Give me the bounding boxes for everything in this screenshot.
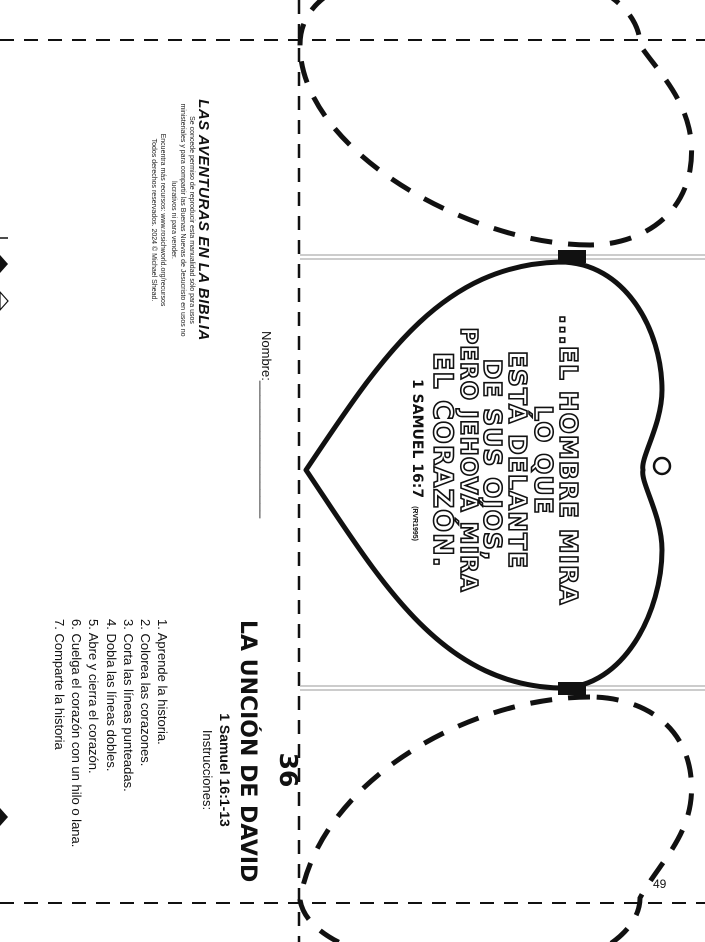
credit-line-5: Todos derechos reservados. 2024 © Michael Shead. <box>149 138 157 302</box>
fold-marker-bottom <box>558 682 586 695</box>
instruction-step: 3. Corta las líneas punteadas. <box>120 619 136 792</box>
series-title: LAS AVENTURAS EN LA BIBLIA <box>194 99 212 341</box>
margin-marker-outline <box>0 292 8 310</box>
verse-reference: 1 SAMUEL 16:7 <box>408 379 425 499</box>
credit-line-1: Se concede permiso de reproducir esta manualidad sólo para usos <box>187 116 195 324</box>
instruction-step: 5. Abre y cierra el corazón. <box>86 619 102 774</box>
verse-line-5: PERO JEHOVÁ MIRA <box>455 327 482 593</box>
lesson-number: 36 <box>274 752 303 788</box>
instructions-heading: Instrucciones: <box>200 729 215 811</box>
page-number: 49 <box>653 877 667 891</box>
fold-line-top <box>300 255 705 259</box>
hanging-hole <box>654 458 670 474</box>
dashed-heart-top <box>300 0 692 245</box>
fold-marker-top <box>558 250 586 263</box>
lesson-title: LA UNCIÓN DE DAVID <box>235 620 260 883</box>
verse-line-2: LO QUE <box>529 405 558 515</box>
verse-line-4: DE SUS OJOS, <box>478 358 507 562</box>
credits-block <box>118 65 242 375</box>
name-field-label: Nombre:___________________ <box>259 331 274 519</box>
instruction-step: 2. Colorea las corazones. <box>137 619 153 767</box>
instruction-step: 6. Cuelga el corazón con un hilo o lana. <box>69 619 85 848</box>
verse-line-3: ESTÁ DELANTE <box>503 350 533 570</box>
margin-marker-filled-1 <box>0 255 8 273</box>
verse-line-1: ...EL HOMBRE MIRA <box>554 314 584 606</box>
credit-line-3: lucrativos ni para vender. <box>170 181 178 259</box>
instruction-step: 4. Dobla las líneas dobles. <box>103 619 119 772</box>
lesson-title-block <box>192 620 302 920</box>
verse-line-6: EL CORAZÓN. <box>427 352 459 568</box>
credit-line-2: ministeriales y para compartir las Buenas Nuevas de Jesucristo en usos no <box>179 103 187 337</box>
fold-line-bottom <box>300 686 705 690</box>
dashed-heart-bottom <box>300 697 692 942</box>
margin-marker-filled-2 <box>0 808 8 826</box>
credit-line-4: Encuentra más recursos: www.rosichworld.org/recursos <box>158 133 166 307</box>
lesson-reference: 1 Samuel 16:1-13 <box>217 713 233 827</box>
instructions-list <box>51 619 171 849</box>
instruction-step: 7. Comparte la historia <box>52 619 68 750</box>
verse-block <box>365 315 625 605</box>
instruction-step: 1. Aprende la historia. <box>155 619 170 745</box>
verse-version: (RVR1995) <box>410 506 418 541</box>
